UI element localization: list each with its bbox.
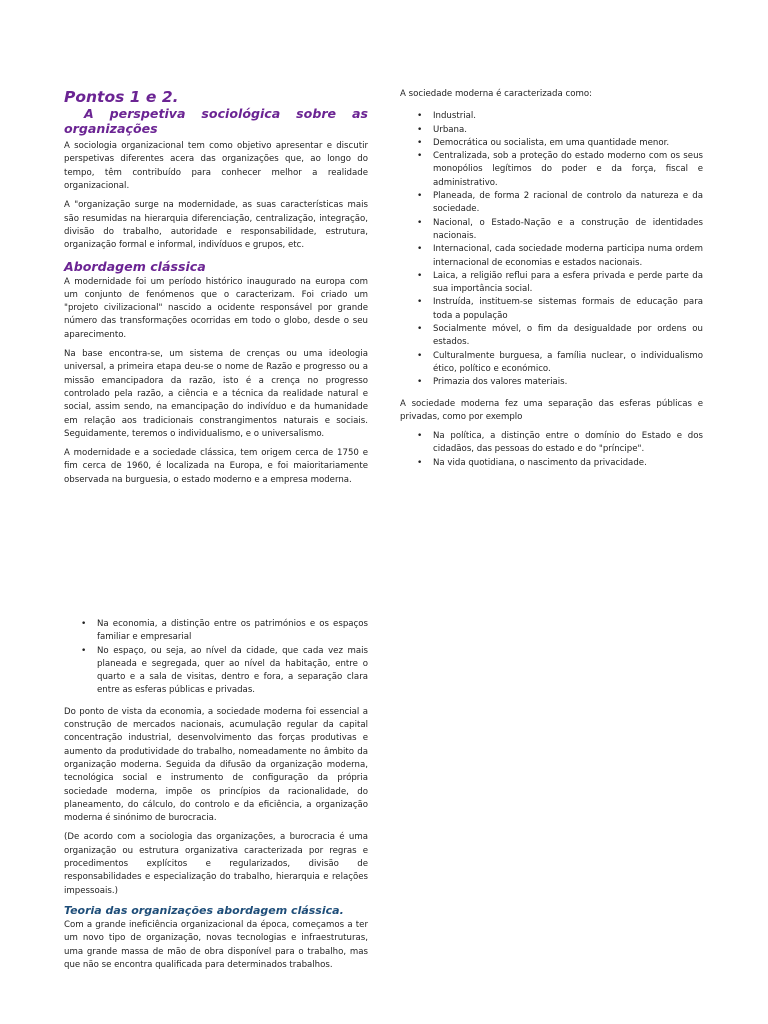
list-item: • Na vida quotidiana, o nascimento da privacidade.: [400, 457, 703, 470]
paragraph-separacao-esferas: A sociedade moderna fez uma separação das esferas públicas e privadas, como por exemplo: [400, 398, 703, 422]
list-item: • Na economia, a distinção entre os patrimónios e os espaços familiar e empresarial: [64, 618, 368, 645]
list-item: • Internacional, cada sociedade moderna participa numa ordem internacional de economias e estados nacionais.: [400, 243, 703, 270]
list-item: • Instruída, instituem-se sistemas formais de educação para toda a população: [400, 296, 703, 323]
list-item: • Culturalmente burguesa, a família nuclear, o individualismo ético, político e económico.: [400, 350, 703, 377]
list-item: • No espaço, ou seja, ao nível da cidade, que cada vez mais planeada e segregada, quer ao nível da habitação, entre o quarto e a sala de visitas, dentro e fora, a separação clara entre as esferas públicas e privadas.: [64, 645, 368, 698]
list-item: • Na política, a distinção entre o domínio do Estado e dos cidadãos, das pessoas do estado e do "príncipe".: [400, 430, 703, 457]
list-item: • Centralizada, sob a proteção do estado moderno com os seus monopólios legítimos do poder e da força, fiscal e administrativo.: [400, 150, 703, 190]
list-item: • Industrial.: [400, 110, 703, 123]
list-item: • Primazia dos valores materiais.: [400, 376, 703, 389]
heading-abordagem-classica: Abordagem clássica: [64, 258, 206, 274]
list-item: • Planeada, de forma 2 racional de controlo da natureza e da sociedade.: [400, 190, 703, 217]
paragraph-burocracia: (De acordo com a sociologia das organizações, a burocracia é uma organização ou estrutura organizativa caracterizada por regras e procedimentos explícitos e regularizados, divisão de responsabilidades e especialização do trabalho, hierarquia e relações impessoais.): [64, 832, 368, 896]
left-column-bottom: [64, 618, 368, 978]
paragraph-economia: Do ponto de vista da economia, a sociedade moderna foi essencial a construção de mercados nacionais, acumulação regular da capital concentração industrial, desenvolvimento das forças produtivas e aumento da produtividade do trabalho, nomeadamente no âmbito da organização moderna. Seguida da difusão da organização moderna, tecnológica social e instrumento de configuração da própria sociedade moderna, impõe os princípios da racionalidade, do planeamento, do cálculo, do controlo e da eficiência, a organização moderna é sinónimo de burocracia.: [64, 706, 368, 824]
paragraph-modernidade: A modernidade foi um período histórico inaugurado na europa com um conjunto de fenómenos que o caracterizam. Foi criado um "projeto civilizacional" nascido a ocidente responsável por grande número das transformações ocorridas em todo o globo, desde o seu aparecimento.: [64, 276, 368, 340]
bullet-list-separacao-continuacao: [64, 618, 368, 698]
page-title: Pontos 1 e 2.: [64, 88, 179, 106]
paragraph-crencas: Na base encontra-se, um sistema de crenças ou uma ideologia universal, a primeira etapa deu-se o nome de Razão e progresso ou a missão emancipadora da razão, isto é a crença no progresso controlado pela razão, a ciência e a técnica da realidade natural e social, assim sendo, na emancipação do indivíduo e da humanidade em relação aos tradicionais constrangimentos naturais e sociais. Seguidamente, teremos o individualismo, e o universalismo.: [64, 349, 368, 439]
list-item: • Socialmente móvel, o fim da desigualdade por ordens ou estados.: [400, 323, 703, 350]
paragraph-intro: A sociologia organizacional tem como objetivo apresentar e discutir perspetivas diferentes acera das organizações que, ao longo do tempo, têm contribuído para conhecer melhor a realidade organizacional.: [64, 141, 368, 192]
left-column-top: [64, 88, 368, 493]
bullet-list-caracteristicas: [400, 110, 703, 389]
list-item: • Nacional, o Estado-Nação e a construção de identidades nacionais.: [400, 217, 703, 244]
bullet-list-separacao: [400, 430, 703, 470]
page-subtitle: A perspetiva sociológica sobre as organizações: [64, 106, 368, 136]
list-item: • Laica, a religião reflui para a esfera privada e perde parte da sua importância social.: [400, 270, 703, 297]
paragraph-caracterizada: A sociedade moderna é caracterizada como:: [400, 89, 592, 99]
paragraph-organizacao: A "organização surge na modernidade, as suas características mais são resumidas na hierarquia diferenciação, centralização, integração, divisão do trabalho, autoridade e responsabilidade, estrutura, organização formal e informal, indivíduos e grupos, etc.: [64, 200, 368, 251]
paragraph-ineficiencia: Com a grande ineficiência organizacional da época, começamos a ter um novo tipo de organização, novas tecnologias e infraestruturas, uma grande massa de mão de obra disponível para o trabalho, mas que não se encontra qualificada para determinados trabalhos.: [64, 919, 368, 970]
list-item: • Democrática ou socialista, em uma quantidade menor.: [400, 137, 703, 150]
list-item: • Urbana.: [400, 124, 703, 137]
paragraph-sociedade-classica: A modernidade e a sociedade clássica, tem origem cerca de 1750 e fim cerca de 1960, é localizada na Europa, e foi maioritariamente observada na burguesia, o estado moderno e a empresa moderna.: [64, 448, 368, 485]
heading-teoria-organizacoes: Teoria das organizações abordagem clássica.: [64, 903, 344, 917]
right-column: [400, 88, 703, 478]
